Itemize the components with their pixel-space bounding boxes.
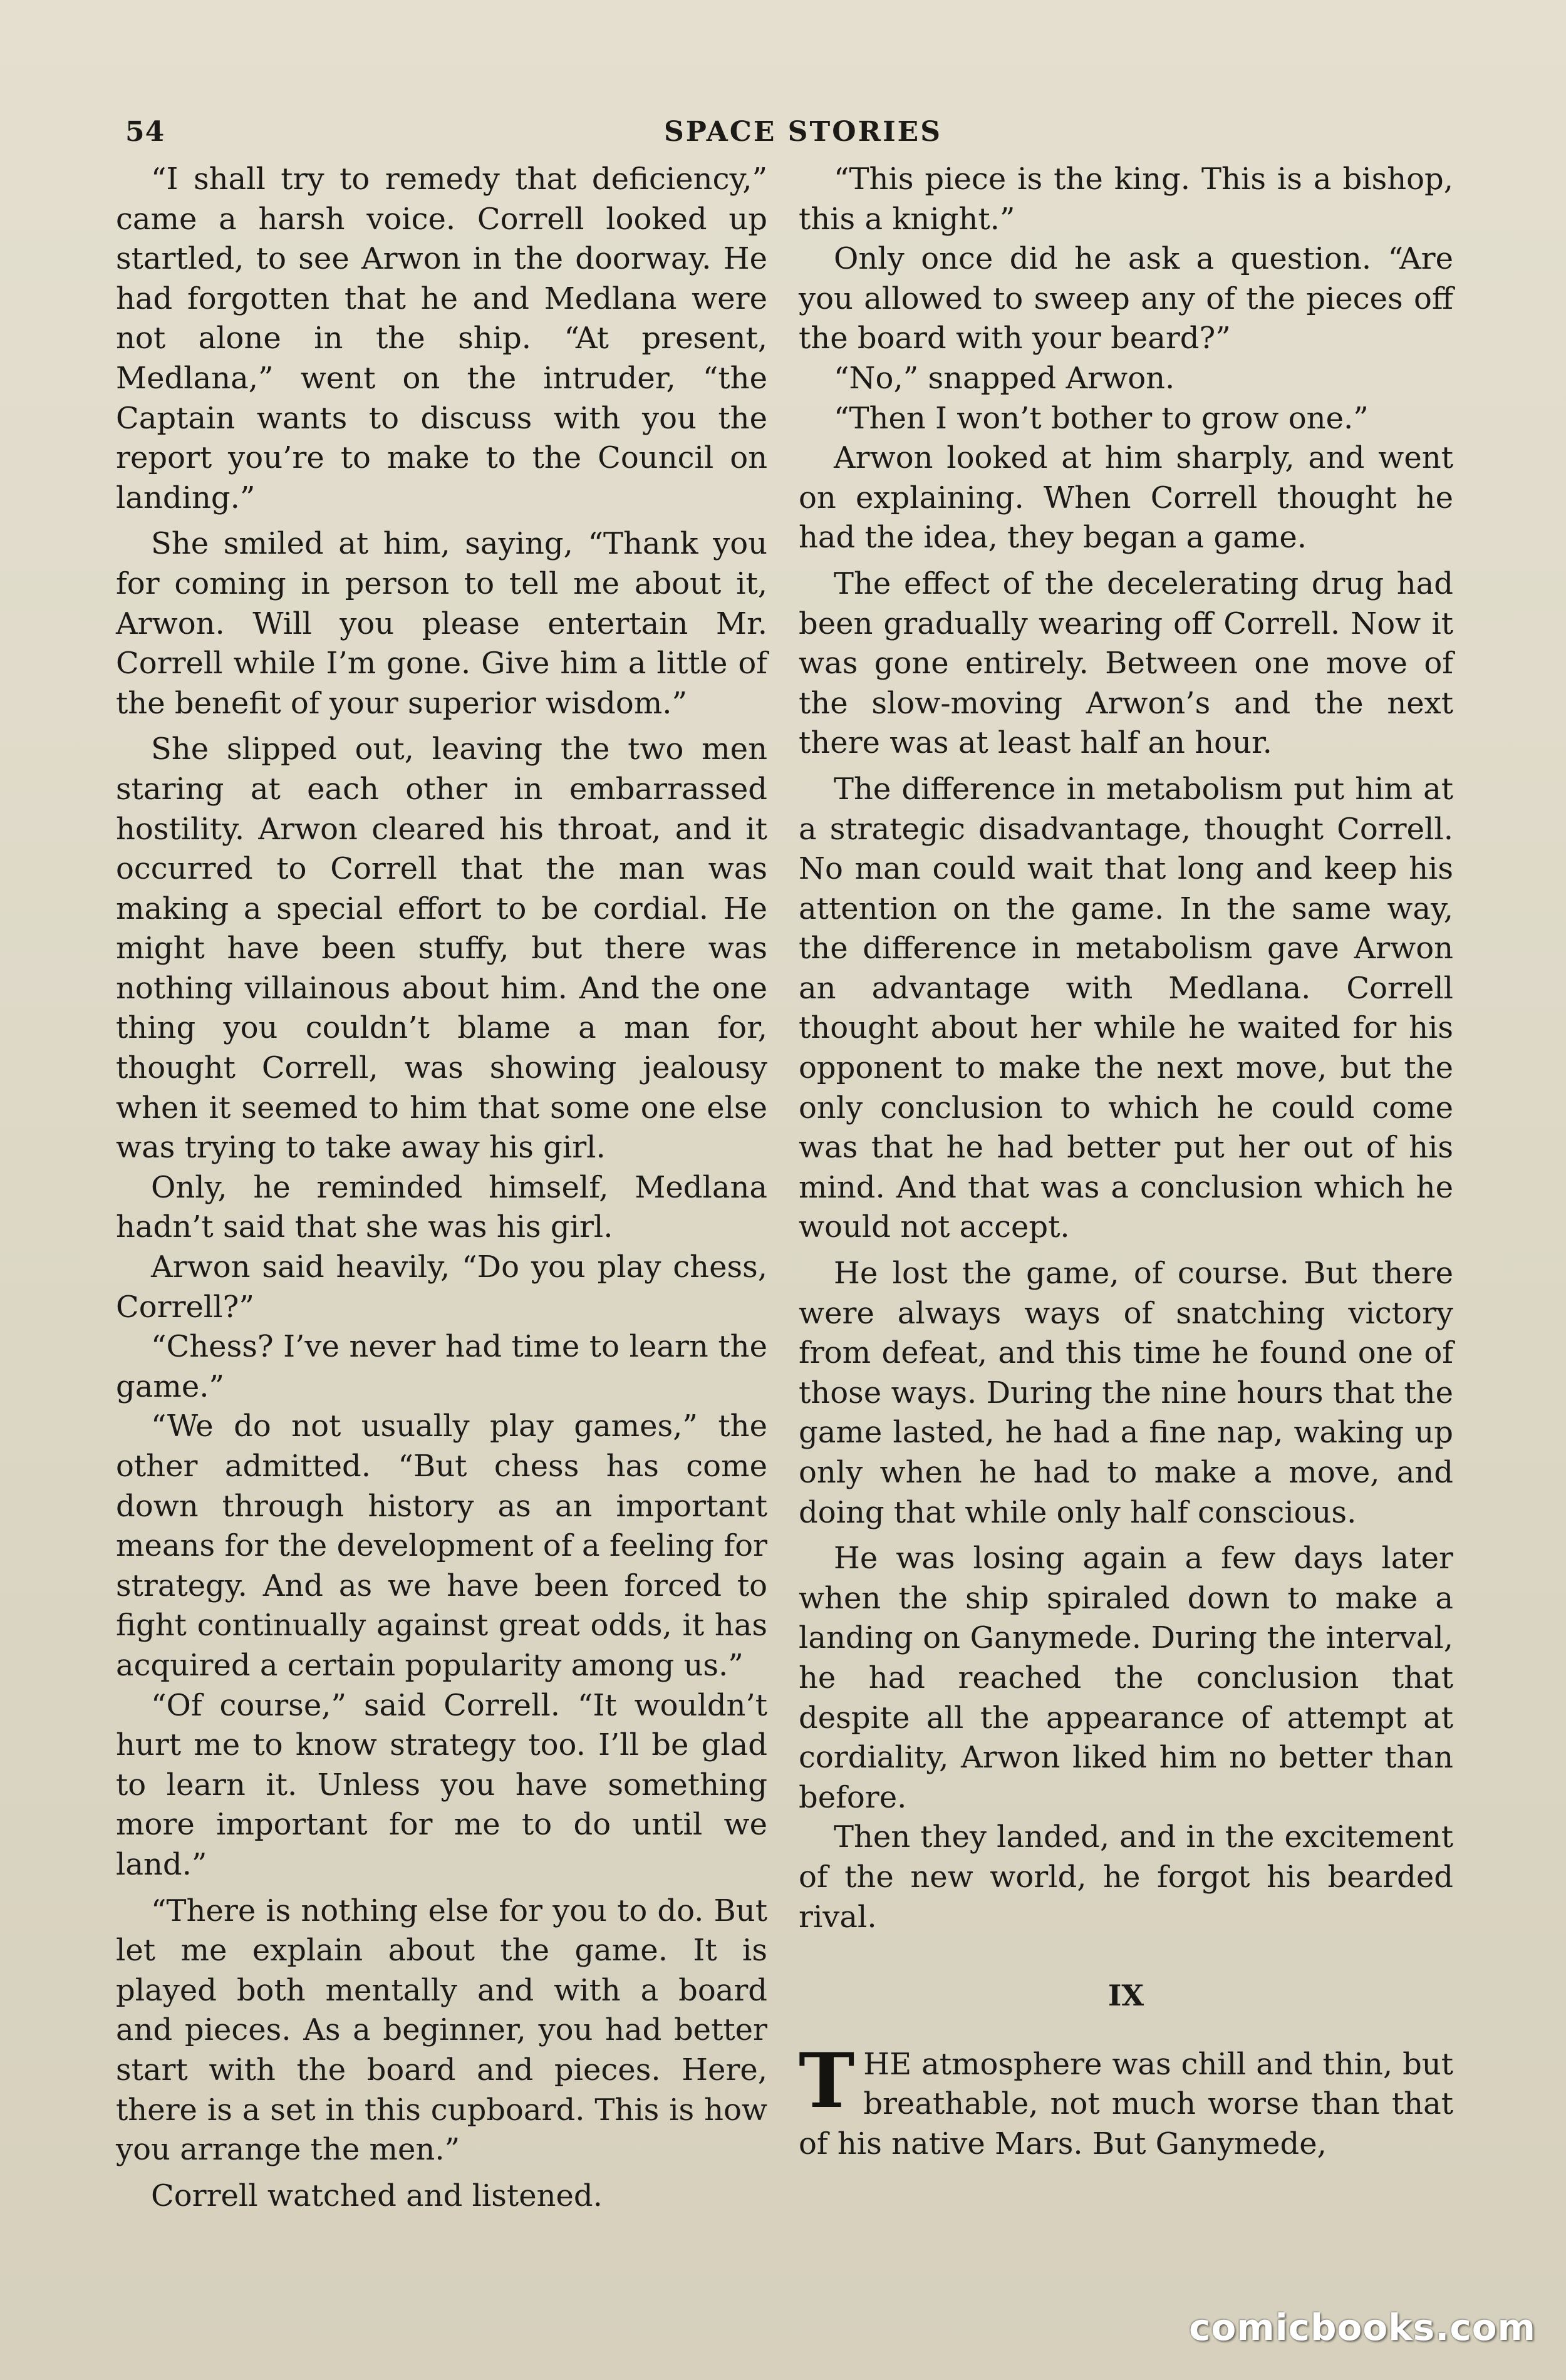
paragraph: “Chess? I’ve never had time to learn the game.” [116,1329,767,1404]
paragraph: “This piece is the king. This is a bishop, this a knight.” [799,162,1453,237]
paragraph: “Then I won’t bother to grow one.” [834,400,1369,436]
paragraph: He was losing again a few days later when the ship spiraled down to make a landing on Ganymede. During the interval, he had reached the conclusion that despite all the appearance of attempt at cordiality, Arwon liked him no better than before. [799,1541,1453,1815]
paragraph: Correll watched and listened. [151,2178,603,2213]
drop-cap: T [799,2036,855,2125]
right-column [799,160,1453,2165]
paragraph: The difference in metabolism put him at a strategic disadvantage, thought Correll. No man could wait that long and keep his attention on the game. In the same way, the difference in metabolism gave Arwon an advantage with Medlana. Correll thought about her while he waited for his opponent to make the next move, but the only conclusion to which he could come was that he had better put her out of his mind. And that was a conclusion which he would not accept. [799,771,1453,1245]
paragraph: Arwon looked at him sharply, and went on explaining. When Correll thought he had the idea, they began a game. [799,440,1453,556]
paragraph: “No,” snapped Arwon. [834,360,1175,396]
page-header [125,116,1441,160]
paragraph: Arwon said heavily, “Do you play chess, Correll?” [116,1250,767,1325]
left-column [116,160,767,2216]
magazine-title: SPACE STORIES [664,116,942,148]
chapter-opening-paragraph [799,2036,1453,2165]
paragraph: Only once did he ask a question. “Are you allowed to sweep any of the pieces off the board with your beard?” [799,241,1453,356]
chapter-opening-text: HE atmosphere was chill and thin, but breathable, not much worse than that of his native Mars. But Ganymede, [799,2046,1453,2161]
site-watermark: comicbooks.com [1189,2306,1536,2349]
paragraph: The effect of the decelerating drug had been gradually wearing off Correll. Now it was gone entirely. Between one move of the slow-moving Arwon’s and the next there was at least half an hour. [799,566,1453,761]
paragraph: She smiled at him, saying, “Thank you for coming in person to tell me about it, Arwon. Will you please entertain Mr. Correll while I’m gone. Give him a little of the benefit of your superior wisdom.” [116,526,767,721]
paragraph: “We do not usually play games,” the other admitted. “But chess has come down through history as an important means for the development of a feeling for strategy. And as we have been forced to fight continually against great odds, it has acquired a certain popularity among us.” [116,1409,767,1683]
page-number: 54 [125,116,165,148]
paragraph: “Of course,” said Correll. “It wouldn’t hurt me to know strategy too. I’ll be glad to learn it. Unless you have something more important for me to do until we land.” [116,1687,767,1882]
paragraph: Then they landed, and in the excitement of the new world, he forgot his bearded rival. [799,1819,1453,1935]
paragraph: Only, he reminded himself, Medlana hadn’t said that she was his girl. [116,1169,767,1245]
chapter-heading: IX [1107,1979,1144,2013]
paragraph: “There is nothing else for you to do. But let me explain about the game. It is played both mentally and with a board and pieces. As a beginner, you had better start with the board and pieces. Here, there is a set in this cupboard. This is how you arrange the men.” [116,1893,767,2168]
paragraph: She slipped out, leaving the two men staring at each other in embarrassed hostility. Arwon cleared his throat, and it occurred to Correll that the man was making a special effort to be cordial. He might have been stuffy, but there was nothing villainous about him. And the one thing you couldn’t blame a man for, thought Correll, was showing jealousy when it seemed to him that some one else was trying to take away his girl. [116,732,767,1166]
paragraph: He lost the game, of course. But there were always ways of snatching victory from defeat, and this time he found one of those ways. During the nine hours that the game lasted, he had a fine nap, waking up only when he had to make a move, and doing that while only half conscious. [799,1256,1453,1530]
paragraph: “I shall try to remedy that deficiency,” came a harsh voice. Correll looked up startled, to see Arwon in the doorway. He had forgotten that he and Medlana were not alone in the ship. “At present, Medlana,” went on the intruder, “the Captain wants to discuss with you the report you’re to make to the Council on landing.” [116,162,767,515]
